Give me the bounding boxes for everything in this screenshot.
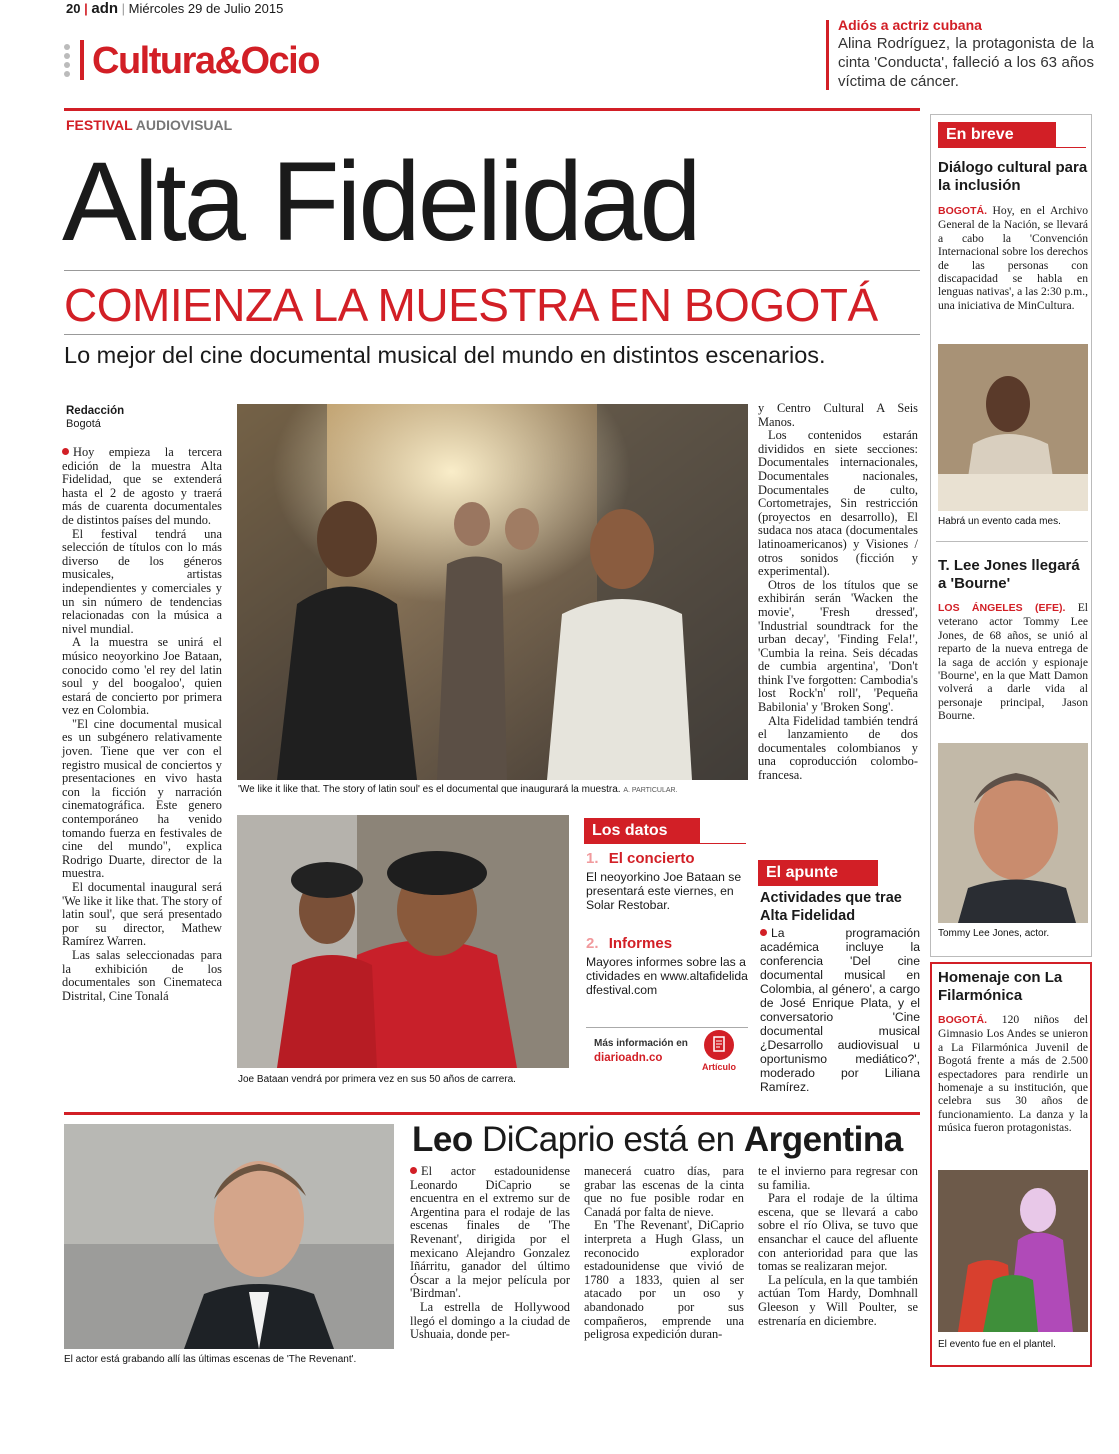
apunte-text: La programación académica incluye la conferencia 'Del cine documental musical en Colombia, al género', a cargo de José Enrique Plata, y el conversatorio 'Cine documental musical ¿Desarrollo audiovisual u oportunismo mediático?', moderado por Liliana Ramírez. — [760, 926, 920, 1094]
paragraph: Hoy empieza la tercera edición de la muestra Alta Fidelidad, que se extenderá hasta el 2 de agosto y traerá más de cuarenta documentales de distintos países del mundo. — [62, 445, 222, 527]
photo-leo-dicaprio — [64, 1124, 394, 1349]
section-title: Cultura&Ocio — [92, 40, 319, 82]
paragraph: La película, en la que también actúan Tom Hardy, Domhnall Gleeson y Will Poulter, se estrenaría en diciembre. — [758, 1272, 918, 1328]
datos-label: Los datos — [584, 818, 700, 844]
photo-leo-image — [64, 1124, 394, 1349]
leo-column-2 — [584, 1165, 744, 1342]
byline-location: Bogotá — [66, 418, 101, 430]
leo-rule — [64, 1112, 920, 1115]
apunte-title: Actividades que trae Alta Fidelidad — [760, 890, 902, 924]
paragraph: "El cine documental musical es un subgénero relativamente joven. Tiene que ver con el registro musical de conciertos y presentaciones en vivo hasta con la ficción y narración cinematográfica. Este genero contemporáneo ha venido tomando fuerza en festivales de cine del mundo", explica Rodrigo Duarte, director de la muestra. — [62, 716, 222, 881]
paragraph: El documental inaugural será 'We like it like that. The story of latin soul', que será presentado por su director, Mathew Ramírez Warren. — [62, 880, 222, 949]
headline: Alta Fidelidad — [62, 139, 699, 264]
article-icon[interactable] — [704, 1030, 734, 1060]
photo-portrait-image — [237, 815, 569, 1068]
kicker: FESTIVAL AUDIOVISUAL — [66, 117, 233, 133]
bullet-icon — [62, 448, 69, 455]
paragraph: Los contenidos estarán divididos en siete secciones: Documentales internacionales, Documentales nacionales, Documentales de culto, Cortometrajes, Sin restricción (proyectos en desarrollo), El sudaca nos ataca (documentales latinoamericanos) y Visiones / otros sonidos (ficción y experimental). — [758, 428, 918, 579]
brief1-caption: Habrá un evento cada mes. — [938, 516, 1061, 527]
teaser-text: Alina Rodríguez, la protagonista de la cinta 'Conducta', falleció a los 63 años víctima de cáncer. — [838, 35, 1094, 90]
paragraph: En 'The Revenant', DiCaprio interpreta a Hugh Glass, un reconocido explorador estadounidense que vivió de 1780 a 1833, quien al ser atacado por un oso y abandonado por sus compañeros, emprende una peligrosa expedición duran- — [584, 1218, 744, 1342]
leo-column-3 — [758, 1165, 918, 1328]
brief2-photo-image — [938, 743, 1088, 923]
paragraph: El actor estadounidense Leonardo DiCaprio se encuentra en el extremo sur de Argentina para el rodaje de las escenas finales de 'The Revenant', dirigida por el mexicano Alejandro Gonzalez Iñárritu, ganador del último Óscar a la mejor película por 'Birdman'. — [410, 1164, 570, 1301]
paragraph: El festival tendrá una selección de títulos con lo más diverso de los géneros musicales, artistas independientes y comerciales y un sin número de tendencias relacionadas con la música a nivel mundial. — [62, 526, 222, 636]
byline: Redacción — [66, 405, 125, 417]
brief3-caption: El evento fue en el plantel. — [938, 1339, 1056, 1350]
brief2-photo — [938, 743, 1088, 923]
brief3-title: Homenaje con La Filarmónica — [938, 969, 1063, 1004]
sidebar-label: En breve — [938, 122, 1056, 148]
paragraph: y Centro Cultural A Seis Manos. — [758, 401, 918, 429]
section-bar — [80, 40, 84, 80]
page-number: 20 — [66, 1, 81, 16]
more-info-link[interactable]: diarioadn.co — [594, 1052, 663, 1064]
subheadline: COMIENZA LA MUESTRA EN BOGOTÁ — [64, 279, 878, 331]
datos-item-1: 1. El concierto El neoyorkino Joe Bataan se presentará este viernes, en Solar Restobar. — [586, 850, 742, 912]
section-dots — [64, 44, 72, 80]
paragraph: Las salas seleccionadas para la exhibición de los documentales son Cinemateca Distrital, Cine Tonalá — [62, 947, 222, 1003]
bullet-icon — [760, 929, 767, 936]
leo-caption: El actor está grabando allí las últimas escenas de 'The Revenant'. — [64, 1354, 357, 1365]
brief1-photo-image — [938, 344, 1088, 511]
issue-date: Miércoles 29 de Julio 2015 — [128, 1, 284, 16]
subheadline-rule — [64, 334, 920, 335]
more-info-box — [586, 1027, 748, 1075]
brief2-text: LOS ÁNGELES (EFE). El veterano actor Tommy Lee Jones, de 68 años, se unió al reparto de la nueva entrega de la saga de acción y espionaje 'Bourne', en la que Matt Damon volverá a darle vida al personaje principal, Jason Bourne. — [938, 601, 1089, 723]
more-info-label: Más información en — [594, 1038, 688, 1049]
apunte-label: El apunte — [758, 860, 878, 886]
photo2-caption: Joe Bataan vendrá por primera vez en sus 50 años de carrera. — [238, 1074, 516, 1085]
leo-headline: Leo DiCaprio está en Argentina — [412, 1120, 903, 1159]
photo-joe-bataan-portrait — [237, 815, 569, 1068]
leo-column-1 — [410, 1165, 570, 1342]
photo-joe-bataan-street — [237, 404, 748, 780]
top-rule — [64, 108, 920, 111]
paragraph: La estrella de Hollywood llegó el domingo a la ciudad de Ushuaia, donde per- — [410, 1299, 570, 1342]
story-column-3 — [758, 402, 918, 783]
brief1-rule — [936, 541, 1088, 542]
brief2-title: T. Lee Jones llegará a 'Bourne' — [938, 557, 1080, 592]
article-label: Artículo — [702, 1062, 737, 1072]
bullet-icon — [410, 1167, 417, 1174]
teaser-title: Adiós a actriz cubana — [838, 17, 982, 33]
paragraph: Alta Fidelidad también tendrá el lanzamiento de dos documentales colombianos y una coproducción colombo-francesa. — [758, 713, 918, 783]
brief1-title: Diálogo cultural para la inclusión — [938, 159, 1088, 194]
brief3-photo-image — [938, 1170, 1088, 1332]
paragraph: Otros de los títulos que se exhibirán serán 'Wacken the movie', 'Fresh dressed', 'Industrial soundtrack for the urban decay', 'Finding Fela!', 'Cumbia la reina. Seis décadas de cumbia argentina', 'Don't think I've forgotten: Cambodia's lost Rock'n' roll', 'Pequeña Babilonia' y 'Broken Song'. — [758, 577, 918, 715]
headline-rule — [64, 270, 920, 271]
brief1-photo — [938, 344, 1088, 511]
brief3-photo — [938, 1170, 1088, 1332]
paragraph: manecerá cuatro días, para grabar las escenas de la cinta que no fue posible rodar en Canadá por falta de nieve. — [584, 1164, 744, 1219]
datos-rule — [700, 843, 746, 844]
datos-item-2: 2. Informes Mayores informes sobre las actividades en www.altafidelidadfestival.com — [586, 935, 748, 997]
brief3-text: BOGOTÁ. 120 niños del Gimnasio Los Andes se unieron a La Filarmónica Juvenil de Bogotá frente a más de 2.500 espectadores para rendirle un homenaje a su institución, que celebra sus 30 años de funcionamiento. La danza y la música fueron protagonistas. — [938, 1013, 1088, 1135]
teaser-bar — [826, 20, 829, 90]
paragraph: A la muestra se unirá el músico neoyorkino Joe Bataan, conocido como 'el rey del latin soul y del boogaloo', quien estará de concierto por primera vez en Colombia. — [62, 635, 222, 718]
publication-logo: adn — [91, 0, 119, 17]
photo-street-image — [237, 404, 748, 780]
sidebar-label-rule — [1056, 147, 1086, 148]
deck: Lo mejor del cine documental musical del mundo en distintos escenarios. — [64, 342, 826, 368]
paragraph: Para el rodaje de la última escena, que se llevará a cabo sobre el río Oliva, se tuvo que ensanchar el cauce del afluente con anterioridad para que las tomas se realizaran mejor. — [758, 1191, 918, 1274]
page-header: 20 | adn | Miércoles 29 de Julio 2015 — [66, 0, 284, 17]
paragraph: te el invierno para regresar con su familia. — [758, 1164, 918, 1192]
brief2-caption: Tommy Lee Jones, actor. — [938, 928, 1050, 939]
photo1-caption: 'We like it like that. The story of latin soul' es el documental que inaugurará la muestra. A. PARTICULAR. — [238, 784, 678, 795]
story-column-1 — [62, 446, 222, 1003]
brief1-text: BOGOTÁ. Hoy, en el Archivo General de la Nación, se llevará a cabo la 'Convención Internacional sobre los derechos de las personas con discapacidad se habla en lenguas nativas', a las 2:30 p.m., una iniciativa de MinCultura. — [938, 204, 1088, 312]
